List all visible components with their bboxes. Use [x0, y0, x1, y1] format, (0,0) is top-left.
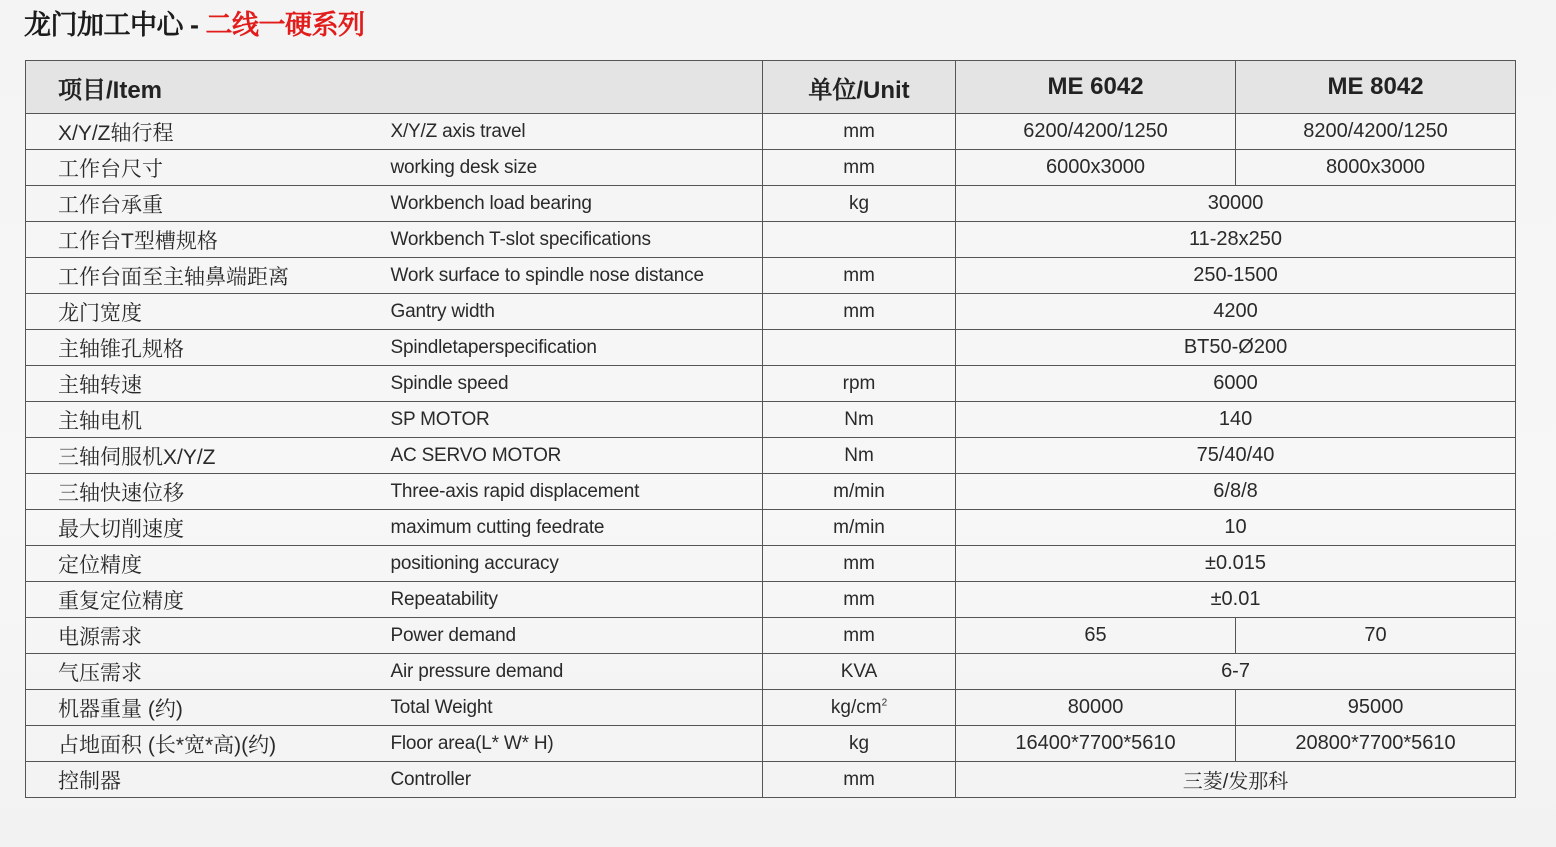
spec-unit — [763, 222, 956, 258]
table-row — [26, 654, 1516, 690]
spec-unit — [763, 726, 956, 762]
spec-label-cn: 占地面积 (长*宽*高)(约) — [26, 726, 383, 762]
table-row — [26, 438, 1516, 474]
spec-value-me6042: 65 — [956, 618, 1236, 654]
spec-label-cn: 主轴锥孔规格 — [26, 330, 383, 366]
spec-label-en: positioning accuracy — [383, 546, 763, 582]
spec-value-shared: 4200 — [956, 294, 1516, 330]
table-row — [26, 186, 1516, 222]
unit-text: mm — [843, 624, 875, 646]
unit-text: mm — [843, 552, 875, 574]
spec-label-cn: 主轴电机 — [26, 402, 383, 438]
spec-label-cn: 龙门宽度 — [26, 294, 383, 330]
header-model-me6042: ME 6042 — [956, 61, 1236, 114]
spec-unit — [763, 114, 956, 150]
spec-unit — [763, 258, 956, 294]
spec-unit — [763, 402, 956, 438]
unit-text: m/min — [833, 516, 885, 538]
unit-text: mm — [843, 588, 875, 610]
unit-text: mm — [843, 300, 875, 322]
spec-label-cn: 机器重量 (约) — [26, 690, 383, 726]
spec-value-shared: 6000 — [956, 366, 1516, 402]
spec-label-cn: 气压需求 — [26, 654, 383, 690]
spec-label-en: Repeatability — [383, 582, 763, 618]
unit-text: rpm — [842, 372, 876, 394]
table-row — [26, 402, 1516, 438]
spec-label-en: maximum cutting feedrate — [383, 510, 763, 546]
spec-unit — [763, 186, 956, 222]
spec-label-cn: 三轴快速位移 — [26, 474, 383, 510]
spec-label-en: Controller — [383, 762, 763, 798]
table-row — [26, 150, 1516, 186]
spec-label-cn: 三轴伺服机X/Y/Z — [26, 438, 383, 474]
spec-label-en: Spindle speed — [383, 366, 763, 402]
table-row — [26, 582, 1516, 618]
title-separator: - — [183, 10, 206, 40]
spec-label-cn: 工作台面至主轴鼻端距离 — [26, 258, 383, 294]
spec-value-shared: 11-28x250 — [956, 222, 1516, 258]
table-row — [26, 690, 1516, 726]
spec-unit — [763, 618, 956, 654]
spec-label-cn: X/Y/Z轴行程 — [26, 114, 383, 150]
table-row — [26, 546, 1516, 582]
spec-label-en: Power demand — [383, 618, 763, 654]
spec-label-cn: 主轴转速 — [26, 366, 383, 402]
spec-label-cn: 最大切削速度 — [26, 510, 383, 546]
spec-unit — [763, 294, 956, 330]
spec-table — [25, 60, 1516, 798]
spec-label-en: AC SERVO MOTOR — [383, 438, 763, 474]
table-row — [26, 366, 1516, 402]
spec-unit — [763, 546, 956, 582]
unit-text: kg — [848, 192, 870, 214]
spec-value-shared: ±0.015 — [956, 546, 1516, 582]
table-row — [26, 222, 1516, 258]
unit-text: m/min — [833, 480, 885, 502]
spec-label-en: Three-axis rapid displacement — [383, 474, 763, 510]
header-unit: 单位/Unit — [763, 61, 956, 114]
table-row — [26, 762, 1516, 798]
unit-text: Nm — [844, 444, 874, 466]
spec-value-shared: 6-7 — [956, 654, 1516, 690]
unit-text: kg — [848, 732, 870, 754]
unit-text: kg/cm — [830, 696, 882, 718]
unit-text: mm — [843, 156, 875, 178]
table-row — [26, 294, 1516, 330]
spec-value-me6042: 6000x3000 — [956, 150, 1236, 186]
unit-text: mm — [843, 264, 875, 286]
spec-value-shared: 三菱/发那科 — [956, 762, 1516, 798]
spec-unit — [763, 582, 956, 618]
spec-value-me8042: 8000x3000 — [1236, 150, 1516, 186]
unit-text: mm — [843, 768, 875, 790]
spec-label-cn: 重复定位精度 — [26, 582, 383, 618]
header-model-me8042: ME 8042 — [1236, 61, 1516, 114]
spec-unit — [763, 366, 956, 402]
spec-value-shared: ±0.01 — [956, 582, 1516, 618]
spec-unit — [763, 654, 956, 690]
spec-label-en: Air pressure demand — [383, 654, 763, 690]
spec-unit — [763, 510, 956, 546]
spec-unit — [763, 438, 956, 474]
spec-value-me8042: 95000 — [1236, 690, 1516, 726]
table-row — [26, 114, 1516, 150]
spec-value-shared: 250-1500 — [956, 258, 1516, 294]
table-row — [26, 258, 1516, 294]
spec-value-shared: 75/40/40 — [956, 438, 1516, 474]
title-series: 二线一硬系列 — [205, 10, 365, 40]
spec-label-cn: 工作台尺寸 — [26, 150, 383, 186]
spec-value-me6042: 16400*7700*5610 — [956, 726, 1236, 762]
header-item: 项目/Item — [26, 61, 763, 114]
spec-label-cn: 工作台T型槽规格 — [26, 222, 383, 258]
spec-label-cn: 控制器 — [26, 762, 383, 798]
spec-label-cn: 工作台承重 — [26, 186, 383, 222]
spec-unit — [763, 150, 956, 186]
spec-unit — [763, 762, 956, 798]
spec-label-en: working desk size — [383, 150, 763, 186]
table-header-row — [26, 61, 1516, 114]
table-row — [26, 330, 1516, 366]
spec-label-en: Spindletaperspecification — [383, 330, 763, 366]
table-row — [26, 726, 1516, 762]
title-main: 龙门加工中心 — [24, 10, 183, 40]
spec-value-me8042: 8200/4200/1250 — [1236, 114, 1516, 150]
table-row — [26, 510, 1516, 546]
unit-text: Nm — [844, 408, 874, 430]
spec-label-en: Workbench T-slot specifications — [383, 222, 763, 258]
spec-value-me8042: 20800*7700*5610 — [1236, 726, 1516, 762]
spec-value-shared: 6/8/8 — [956, 474, 1516, 510]
spec-label-en: Gantry width — [383, 294, 763, 330]
spec-label-en: Total Weight — [383, 690, 763, 726]
spec-label-en: Work surface to spindle nose distance — [383, 258, 763, 294]
spec-value-me6042: 80000 — [956, 690, 1236, 726]
spec-value-shared: 10 — [956, 510, 1516, 546]
spec-unit — [763, 330, 956, 366]
spec-label-en: Workbench load bearing — [383, 186, 763, 222]
spec-unit — [763, 690, 956, 726]
spec-value-shared: 30000 — [956, 186, 1516, 222]
spec-label-en: SP MOTOR — [383, 402, 763, 438]
table-row — [26, 618, 1516, 654]
spec-value-shared: BT50-Ø200 — [956, 330, 1516, 366]
spec-value-me8042: 70 — [1236, 618, 1516, 654]
unit-text: mm — [843, 120, 875, 142]
spec-unit — [763, 474, 956, 510]
unit-text: KVA — [840, 660, 878, 682]
page-title — [24, 8, 365, 42]
spec-label-cn: 定位精度 — [26, 546, 383, 582]
spec-value-me6042: 6200/4200/1250 — [956, 114, 1236, 150]
spec-label-cn: 电源需求 — [26, 618, 383, 654]
spec-value-shared: 140 — [956, 402, 1516, 438]
spec-label-en: Floor area(L* W* H) — [383, 726, 763, 762]
spec-label-en: X/Y/Z axis travel — [383, 114, 763, 150]
unit-superscript: 2 — [881, 697, 888, 709]
table-row — [26, 474, 1516, 510]
